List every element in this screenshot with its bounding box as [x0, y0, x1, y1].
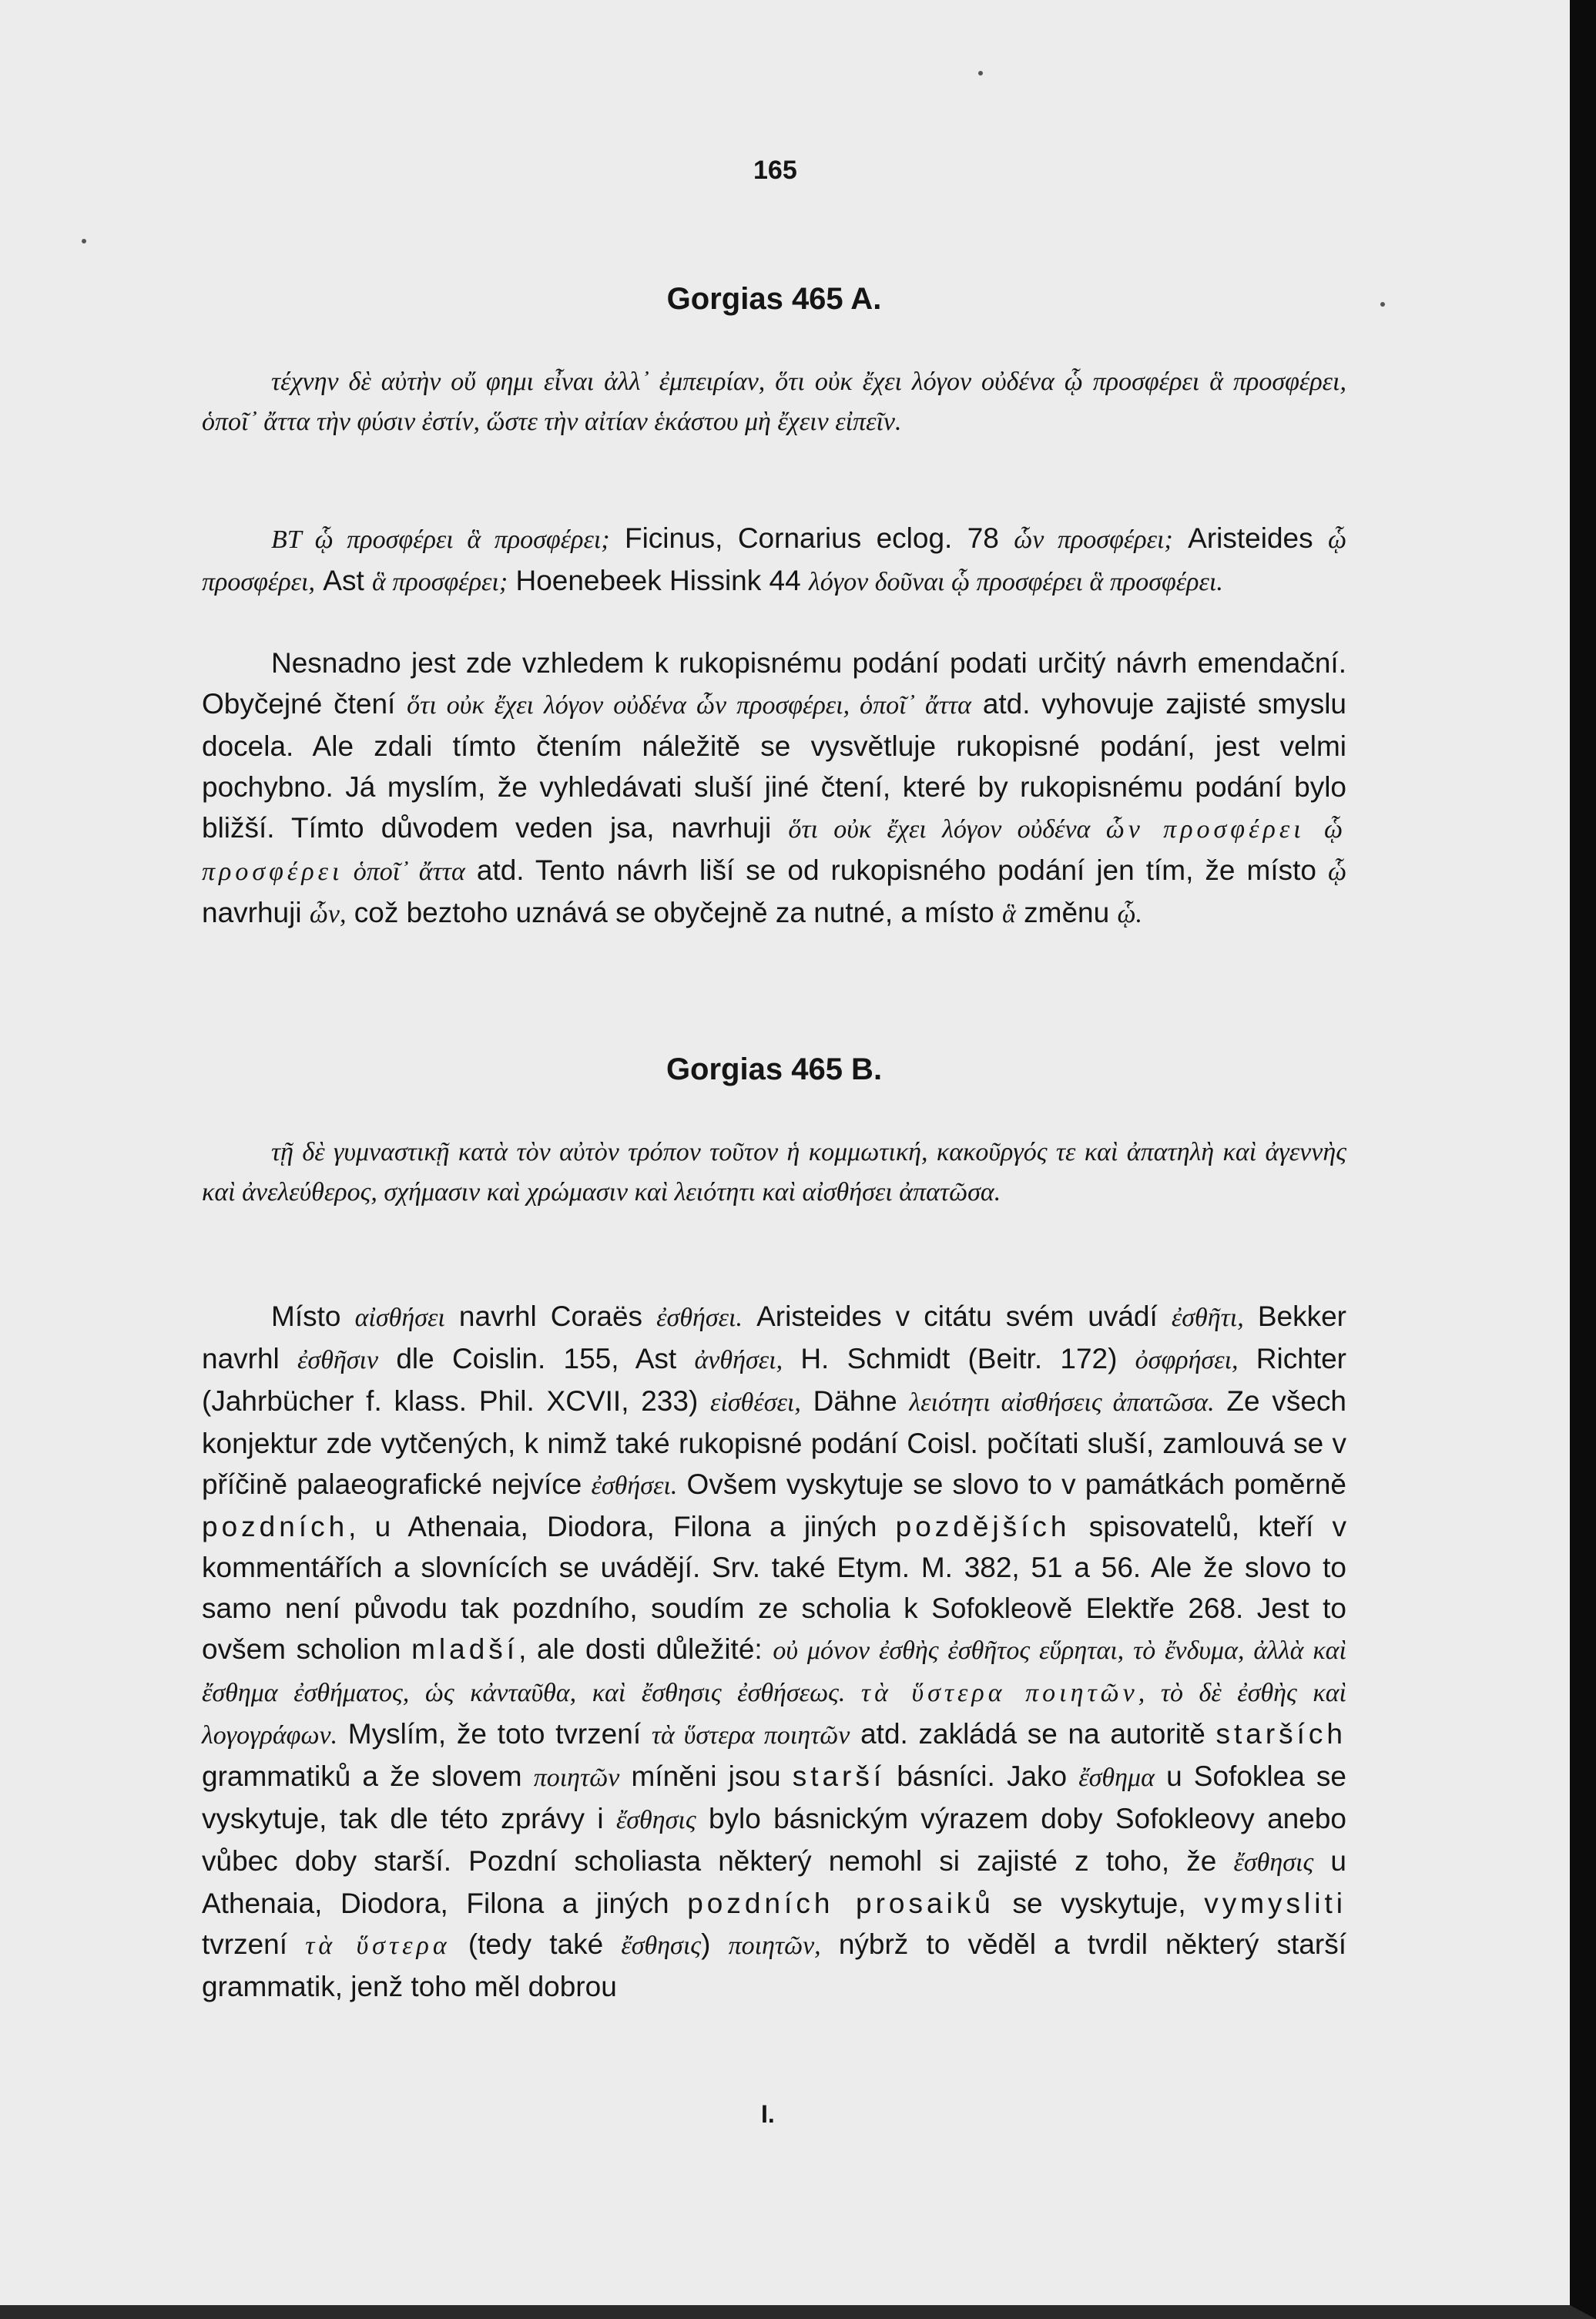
greek-phrase: τὰ ὕστερα ποιητῶν [651, 1721, 850, 1750]
text-run: (tedy také [450, 1928, 622, 1960]
greek-phrase: οὐ μόνον ἐσθὴς ἐσθῆτος εὕρηται, τὸ ἔνδυμα, ἀλλὰ καὶ ἔσθημα ἐσθήματος, ὡς κἀνταῦθα, καὶ ἔσθησις ἐσθήσεως. [202, 1636, 1346, 1707]
text-run: Myslím, že toto tvrzení [337, 1718, 652, 1750]
section-heading-465b: Gorgias 465 B. [666, 1052, 883, 1086]
text-run: mladší [411, 1633, 519, 1665]
critical-apparatus-465a [202, 518, 1346, 602]
text-run: Hoenebeek Hissink 44 [508, 565, 809, 596]
text-run: Ovšem vyskytuje se slovo to v památkách poměrně [677, 1468, 1346, 1500]
greek-phrase: ὅτι οὐκ ἔχει λόγον οὐδένα ὧν προσφέρει, ὁποῖ᾽ ἄττα [407, 691, 972, 720]
text-run: Bekker navrhl [202, 1300, 1347, 1374]
text-run: starších [1215, 1718, 1347, 1750]
text-run: H. Schmidt (Beitr. 172) [783, 1343, 1135, 1374]
text-run: Aristeides [1172, 522, 1328, 554]
greek-phrase: ἔσθησις [1233, 1848, 1314, 1877]
text-run: navrhuji [202, 897, 310, 928]
text-run: starší [792, 1760, 886, 1792]
text-run: , ale dosti důležité: [518, 1633, 773, 1665]
greek-phrase: ὧν προσφέρει ᾧ προσφέρει [202, 815, 1347, 886]
text-run: u Athenaia, Diodora, Filona a jiných [202, 1845, 1347, 1919]
dust-speck [1380, 302, 1385, 307]
greek-phrase: ἐσθῆσιν [297, 1346, 379, 1374]
greek-phrase: ὧν προσφέρει; [1014, 525, 1173, 554]
greek-phrase: λόγον δοῦναι ᾧ προσφέρει ἃ προσφέρει. [808, 568, 1223, 596]
text-run: pozdějších [895, 1511, 1071, 1542]
text-run: nýbrž to věděl a tvrdil některý starší grammatik, jenž toho měl dobrou [202, 1928, 1346, 2002]
text-run: Nesnadno jest zde vzhledem k rukopisnému podání podati určitý návrh emendační. Obyčejné čtení [202, 647, 1346, 720]
greek-phrase: ποιητῶν, [728, 1931, 821, 1960]
text-run: pozdních prosaiků [687, 1888, 994, 1919]
greek-phrase: ποιητῶν [533, 1764, 620, 1792]
greek-phrase: εἰσθέσει, [710, 1388, 801, 1417]
text-run: atd. Tento návrh liší se od rukopisného podání jen tím, že místo [464, 854, 1328, 886]
dust-speck [82, 239, 86, 243]
text-run: změnu [1015, 897, 1118, 928]
text-run: Dähne [800, 1385, 910, 1417]
greek-phrase: ᾧ [1328, 857, 1347, 886]
greek-phrase: λειότητι αἰσθήσεις ἀπατῶσα. [909, 1388, 1215, 1417]
text-run: tvrzení [202, 1928, 306, 1960]
text-run: Místo [271, 1300, 355, 1332]
greek-phrase: , τὸ δὲ ἐσθὴς καὶ λογογράφων. [202, 1679, 1346, 1750]
greek-phrase: ὅτι οὐκ ἔχει λόγον οὐδένα [788, 815, 1106, 844]
greek-phrase: τὰ ὕστερα [305, 1931, 451, 1960]
text-run: míněni jsou [619, 1760, 793, 1792]
text-run: dle Coislin. 155, Ast [378, 1343, 695, 1374]
greek-phrase: ἐσθήσει. [656, 1304, 743, 1332]
text-run: Richter (Jahrbücher f. klass. Phil. XCVII, 233) [202, 1343, 1346, 1417]
greek-phrase: ὁποῖ᾽ ἄττα [343, 857, 465, 886]
greek-phrase: ᾧ. [1117, 900, 1142, 928]
text-run: vymysliti [1204, 1888, 1346, 1919]
text-run: básníci. Jako [885, 1760, 1079, 1792]
text-run: Ze všech konjektur zde vytčených, k nimž také rukopisné podání Coisl. počítati sluší, zamlouvá se v příčině palaeografické nejvíce [202, 1385, 1346, 1500]
text-run: atd. zakládá se na autoritě [850, 1718, 1216, 1750]
greek-phrase: αἰσθήσει [354, 1304, 445, 1332]
text-run: Aristeides v citátu svém uvádí [743, 1300, 1172, 1332]
greek-phrase: ἀνθήσει, [694, 1346, 783, 1374]
text-run: ) [701, 1928, 729, 1960]
text-run: bylo básnickým výrazem doby Sofokleovy anebo vůbec doby starší. Pozdní scholiasta některý nemohl si zajisté z toho, že [202, 1803, 1346, 1877]
text-run: atd. vyhovuje zajisté smyslu docela. Ale zdali tímto čtením náležitě se vysvětluje rukopisné podání, jest velmi pochybno. Já myslím, že vyhledávati sluší jiné čtení, které by rukopisnému podání bylo bližší. Tímto důvodem veden jsa, navrhuji [202, 688, 1346, 844]
greek-phrase: ὀσφρήσει, [1135, 1346, 1239, 1374]
greek-quotation-465a: τέχνην δὲ αὐτὴν οὔ φημι εἶναι ἀλλ᾽ ἐμπειρίαν, ὅτι οὐκ ἔχει λόγον οὐδένα ᾧ προσφέρει ἃ προσφέρει, ὁποῖ᾽ ἄττα τὴν φύσιν ἐστίν, ὥστε τὴν αἰτίαν ἑκάστου μὴ ἔχειν εἰπεῖν. [202, 367, 1346, 436]
text-run: což beztoho uznává se obyčejně za nutné, a místo [346, 897, 1002, 928]
text-run: se vyskytuje, [994, 1888, 1205, 1919]
greek-phrase: ἃ προσφέρει; [372, 568, 508, 596]
greek-phrase: ἐσθῆτι, [1171, 1304, 1244, 1332]
text-run: spisovatelů, kteří v kommentářích a slovnících se uvádějí. Srv. také Etym. M. 382, 51 a 56. Ale že slovo to samo není původu tak pozdního, soudím ze scholia k Sofokleově Elektře 268. Jest to ovšem scholion [202, 1511, 1347, 1665]
greek-phrase: BT ᾧ προσφέρει ἃ προσφέρει; [271, 525, 610, 554]
signature-mark: I. [761, 2100, 775, 2128]
greek-phrase: ᾧ προσφέρει, [202, 525, 1346, 596]
greek-phrase: ὧν, [309, 900, 347, 928]
greek-phrase: ἔσθησις [621, 1931, 702, 1960]
text-run: pozdních [202, 1511, 349, 1542]
text-run: navrhl Coraës [444, 1300, 657, 1332]
greek-phrase: ἃ [1002, 900, 1016, 928]
greek-phrase: ἔσθησις [615, 1806, 696, 1834]
text-run: Ast [315, 565, 373, 596]
text-run: , u Athenaia, Diodora, Filona a jiných [348, 1511, 896, 1542]
commentary-465b [202, 1296, 1346, 2007]
greek-quotation-465b: τῇ δὲ γυμναστικῇ κατὰ τὸν αὐτὸν τρόπον τοῦτον ἡ κομμωτική, κακοῦργός τε καὶ ἀπατηλὴ καὶ ἀγεννὴς καὶ ἀνελεύθερος, σχήμασιν καὶ χρώμασιν καὶ λειότητι καὶ αἰσθήσει ἀπατῶσα. [202, 1138, 1346, 1206]
page-number: 165 [753, 156, 797, 185]
greek-phrase: ἐσθήσει. [591, 1472, 678, 1500]
text-run: u Sofoklea se vyskytuje, tak dle této zprávy i [202, 1760, 1346, 1834]
section-heading-465a: Gorgias 465 A. [666, 282, 882, 316]
commentary-465a [202, 643, 1346, 935]
dust-speck [978, 71, 983, 76]
greek-phrase: τὰ ὕστερα ποιητῶν [860, 1679, 1138, 1707]
text-run: grammatiků a že slovem [202, 1760, 534, 1792]
greek-phrase: ἔσθημα [1078, 1764, 1155, 1792]
text-run: Ficinus, Cornarius eclog. 78 [609, 522, 1014, 554]
